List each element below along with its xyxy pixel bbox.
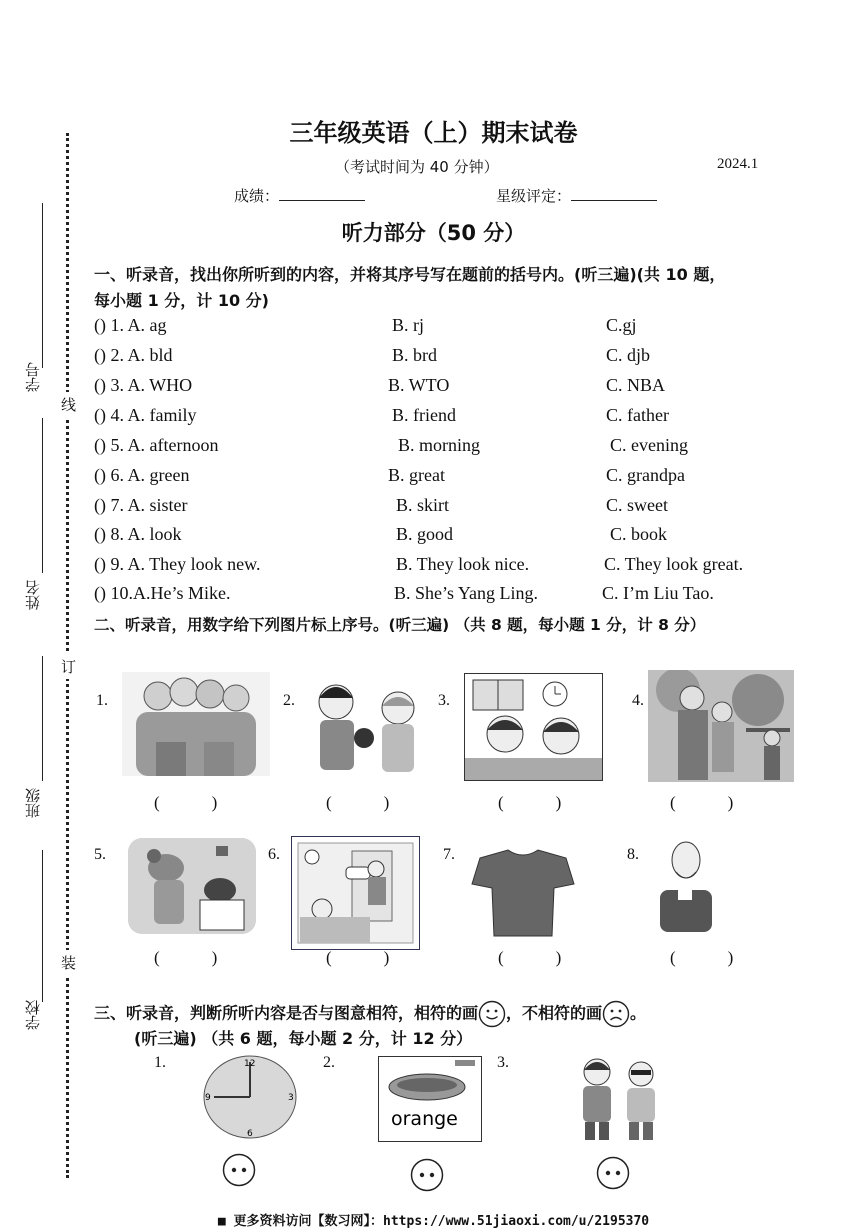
question-row	[94, 345, 794, 371]
picture-mice-reading	[128, 838, 256, 934]
pic-number-7: 7.	[443, 846, 455, 863]
exam-duration: （考试时间为 40 分钟）	[335, 158, 499, 176]
footer-source-link[interactable]: ■ 更多资料访问【数习网】：https://www.51jiaoxi.com/u/2195370	[217, 1214, 650, 1229]
binding-char-order: 订	[61, 654, 76, 679]
score-field	[234, 185, 365, 206]
picture-two-children	[569, 1054, 669, 1142]
question-stem-option-a[interactable]: ( ) 10.A.He’s Mike.	[94, 583, 231, 603]
option-b: B. rj	[392, 315, 425, 335]
question-row	[94, 524, 794, 550]
section1-instructions-line1: 一、听录音，找出你所听到的内容，并将其序号写在题前的括号内。(听三遍)(共 10 题，	[94, 265, 726, 284]
student-id-label: 学号	[24, 362, 42, 392]
question-row	[94, 435, 794, 461]
answer-paren-4[interactable]: ( )	[670, 793, 734, 812]
section3-text-b: ，不相符的画	[506, 1003, 603, 1023]
s3-number-1: 1.	[154, 1054, 166, 1071]
name-label: 姓名	[24, 580, 42, 610]
clock-label-3: 3	[288, 1093, 294, 1103]
section3-text-c: 。	[630, 1003, 647, 1023]
section3-instructions-line1	[94, 1000, 646, 1028]
question-row	[94, 465, 794, 491]
question-row	[94, 495, 794, 521]
question-row	[94, 375, 794, 401]
option-c: C. djb	[606, 345, 651, 365]
exam-title: 三年级英语（上）期末试卷	[289, 119, 578, 147]
s3-number-2: 2.	[323, 1054, 335, 1071]
answer-paren-7[interactable]: ( )	[498, 948, 562, 967]
class-label: 班级	[24, 788, 42, 818]
section2-instructions: 二、听录音，用数字给下列图片标上序号。(听三遍) （共 8 题，每小题 1 分，计 8 分）	[94, 616, 706, 634]
rating-field	[496, 185, 657, 206]
option-c: C. I’m Liu Tao.	[602, 583, 714, 603]
pic-number-8: 8.	[627, 846, 639, 863]
pic-number-3: 3.	[438, 692, 450, 709]
answer-paren-6[interactable]: ( )	[326, 948, 390, 967]
option-c: C. grandpa	[606, 465, 685, 485]
orange-word: orange	[391, 1108, 458, 1130]
clock-label-12: 12	[244, 1059, 256, 1069]
section3-text-a: 三、听录音，判断所听内容是否与图意相符，相符的画	[94, 1003, 479, 1023]
option-b: B. skirt	[396, 495, 450, 515]
section1-instructions-line2: 每小题 1 分，计 10 分)	[94, 291, 269, 310]
picture-girls-with-ball	[302, 672, 428, 776]
picture-grandpa	[648, 838, 722, 932]
option-c: C. sweet	[606, 495, 668, 515]
answer-paren-3[interactable]: ( )	[498, 793, 562, 812]
picture-morning-wakeup	[291, 836, 420, 950]
answer-paren-5[interactable]: ( )	[154, 948, 218, 967]
sad-face-icon	[602, 1000, 630, 1028]
school-label: 学校	[24, 1000, 42, 1030]
pic-number-6: 6.	[268, 846, 280, 863]
option-c: C. evening	[610, 435, 688, 455]
school-blank	[42, 850, 43, 1002]
s3-number-3: 3.	[497, 1054, 509, 1071]
option-b: B. great	[388, 465, 445, 485]
picture-family-park	[648, 670, 794, 782]
score-blank[interactable]	[279, 185, 365, 201]
question-row	[94, 405, 794, 431]
class-blank	[42, 656, 43, 781]
question-stem-option-a[interactable]: ( ) 2. A. bld	[94, 345, 173, 365]
option-b: B. They look nice.	[396, 554, 530, 574]
question-row	[94, 315, 794, 341]
exam-date: 2024.1	[717, 156, 759, 172]
picture-orange-card	[378, 1056, 482, 1142]
question-row	[94, 554, 794, 580]
question-stem-option-a[interactable]: ( ) 8. A. look	[94, 524, 182, 544]
smiley-face-icon	[478, 1000, 506, 1028]
answer-face-3[interactable]	[596, 1156, 630, 1190]
option-c: C. father	[606, 405, 669, 425]
option-c: C. NBA	[606, 375, 666, 395]
binding-char-line: 线	[61, 392, 76, 417]
pic-number-4: 4.	[632, 692, 644, 709]
question-row	[94, 583, 794, 609]
option-b: B. friend	[392, 405, 456, 425]
option-b: B. good	[396, 524, 454, 544]
pic-number-2: 2.	[283, 692, 295, 709]
binding-char-bind: 装	[61, 950, 76, 975]
question-stem-option-a[interactable]: ( ) 9. A. They look new.	[94, 554, 261, 574]
picture-boys-window-clock	[464, 673, 603, 781]
pic-number-1: 1.	[96, 692, 108, 709]
option-c: C. book	[610, 524, 668, 544]
answer-paren-1[interactable]: ( )	[154, 793, 218, 812]
clock-label-6: 6	[247, 1129, 253, 1139]
option-c: C.gj	[606, 315, 637, 335]
answer-paren-2[interactable]: ( )	[326, 793, 390, 812]
rating-blank[interactable]	[571, 185, 657, 201]
option-b: B. She’s Yang Ling.	[394, 583, 539, 603]
option-b: B. brd	[392, 345, 437, 365]
question-stem-option-a[interactable]: ( ) 4. A. family	[94, 405, 197, 425]
section3-instructions-line2: (听三遍) （共 6 题，每小题 2 分，计 12 分）	[134, 1029, 473, 1048]
answer-face-2[interactable]	[410, 1158, 444, 1192]
question-stem-option-a[interactable]: ( ) 6. A. green	[94, 465, 190, 485]
answer-paren-8[interactable]: ( )	[670, 948, 734, 967]
rating-label: 星级评定：	[496, 187, 572, 205]
picture-family-group	[122, 672, 270, 776]
question-stem-option-a[interactable]: ( ) 5. A. afternoon	[94, 435, 219, 455]
picture-clock	[202, 1054, 298, 1140]
question-stem-option-a[interactable]: ( ) 3. A. WHO	[94, 375, 193, 395]
listening-part-title: 听力部分（50 分）	[341, 221, 526, 245]
score-label: 成绩：	[234, 187, 280, 205]
question-stem-option-a[interactable]: ( ) 1. A. ag	[94, 315, 167, 335]
name-blank	[42, 418, 43, 573]
option-b: B. WTO	[388, 375, 450, 395]
pic-number-5: 5.	[94, 846, 106, 863]
clock-label-9: 9	[205, 1093, 211, 1103]
option-c: C. They look great.	[604, 554, 744, 574]
picture-tshirt	[470, 848, 576, 938]
question-stem-option-a[interactable]: ( ) 7. A. sister	[94, 495, 188, 515]
answer-face-1[interactable]	[222, 1153, 256, 1187]
option-b: B. morning	[398, 435, 481, 455]
